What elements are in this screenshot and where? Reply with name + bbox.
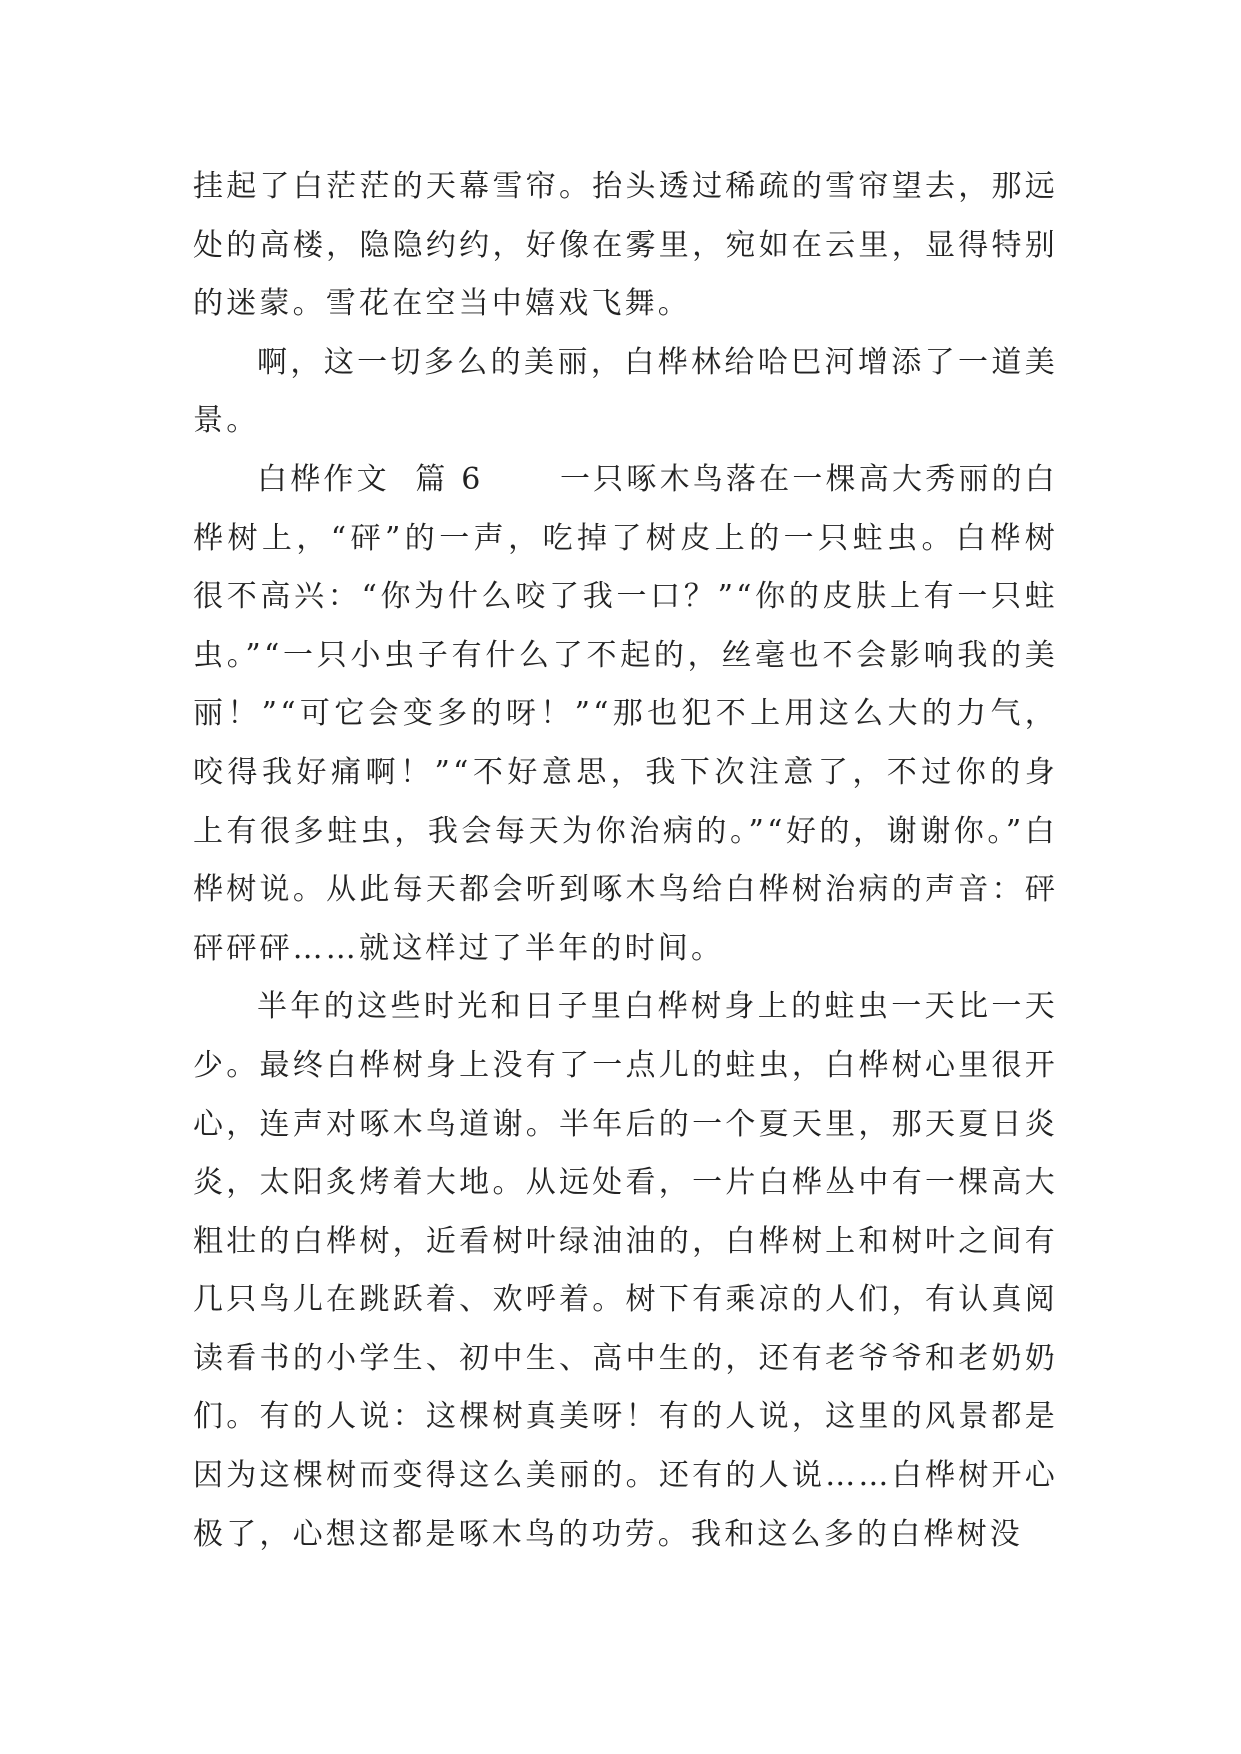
paragraph-3-text: 一只啄木鸟落在一棵高大秀丽的白桦树上，“砰”的一声，吃掉了树皮上的一只蛀虫。白桦树很不高兴：“你为什么咬了我一口？”“你的皮肤上有一只蛀虫。”“一只小虫子有什么了不起的，丝毫也不会影响我的美丽！”“可它会变多的呀！”“那也犯不上用这么大的力气，咬得我好痛啊！”“不好意思，我下次注意了，不过你的身上有很多蛀虫，我会每天为你治病的。”“好的，谢谢你。”白桦树说。从此每天都会听到啄木鸟给白桦树治病的声音：砰砰砰砰……就这样过了半年的时间。	[193, 461, 1059, 966]
paragraph-4	[193, 978, 1058, 1564]
paragraph-2-text: 啊，这一切多么的美丽，白桦林给哈巴河增添了一道美景。	[193, 344, 1058, 439]
body-text	[193, 158, 1058, 1564]
paragraph-3	[193, 451, 1058, 978]
paragraph-4-text: 半年的这些时光和日子里白桦树身上的蛀虫一天比一天少。最终白桦树身上没有了一点儿的蛀虫，白桦树心里很开心，连声对啄木鸟道谢。半年后的一个夏天里，那天夏日炎炎，太阳炙烤着大地。从远处看，一片白桦丛中有一棵高大粗壮的白桦树，近看树叶绿油油的，白桦树上和树叶之间有几只鸟儿在跳跃着、欢呼着。树下有乘凉的人们，有认真阅读看书的小学生、初中生、高中生的，还有老爷爷和老奶奶们。有的人说：这棵树真美呀！有的人说，这里的风景都是因为这棵树而变得这么美丽的。还有的人说……白桦树开心极了，心想这都是啄木鸟的功劳。我和这么多的白桦树没	[193, 989, 1058, 1552]
paragraph-1	[193, 158, 1058, 334]
paragraph-2	[193, 334, 1058, 451]
section-heading: 白桦作文 篇 6	[257, 461, 484, 497]
paragraph-1-text: 挂起了白茫茫的天幕雪帘。抬头透过稀疏的雪帘望去，那远处的高楼，隐隐约约，好像在雾里，宛如在云里，显得特别的迷蒙。雪花在空当中嬉戏飞舞。	[193, 169, 1058, 322]
